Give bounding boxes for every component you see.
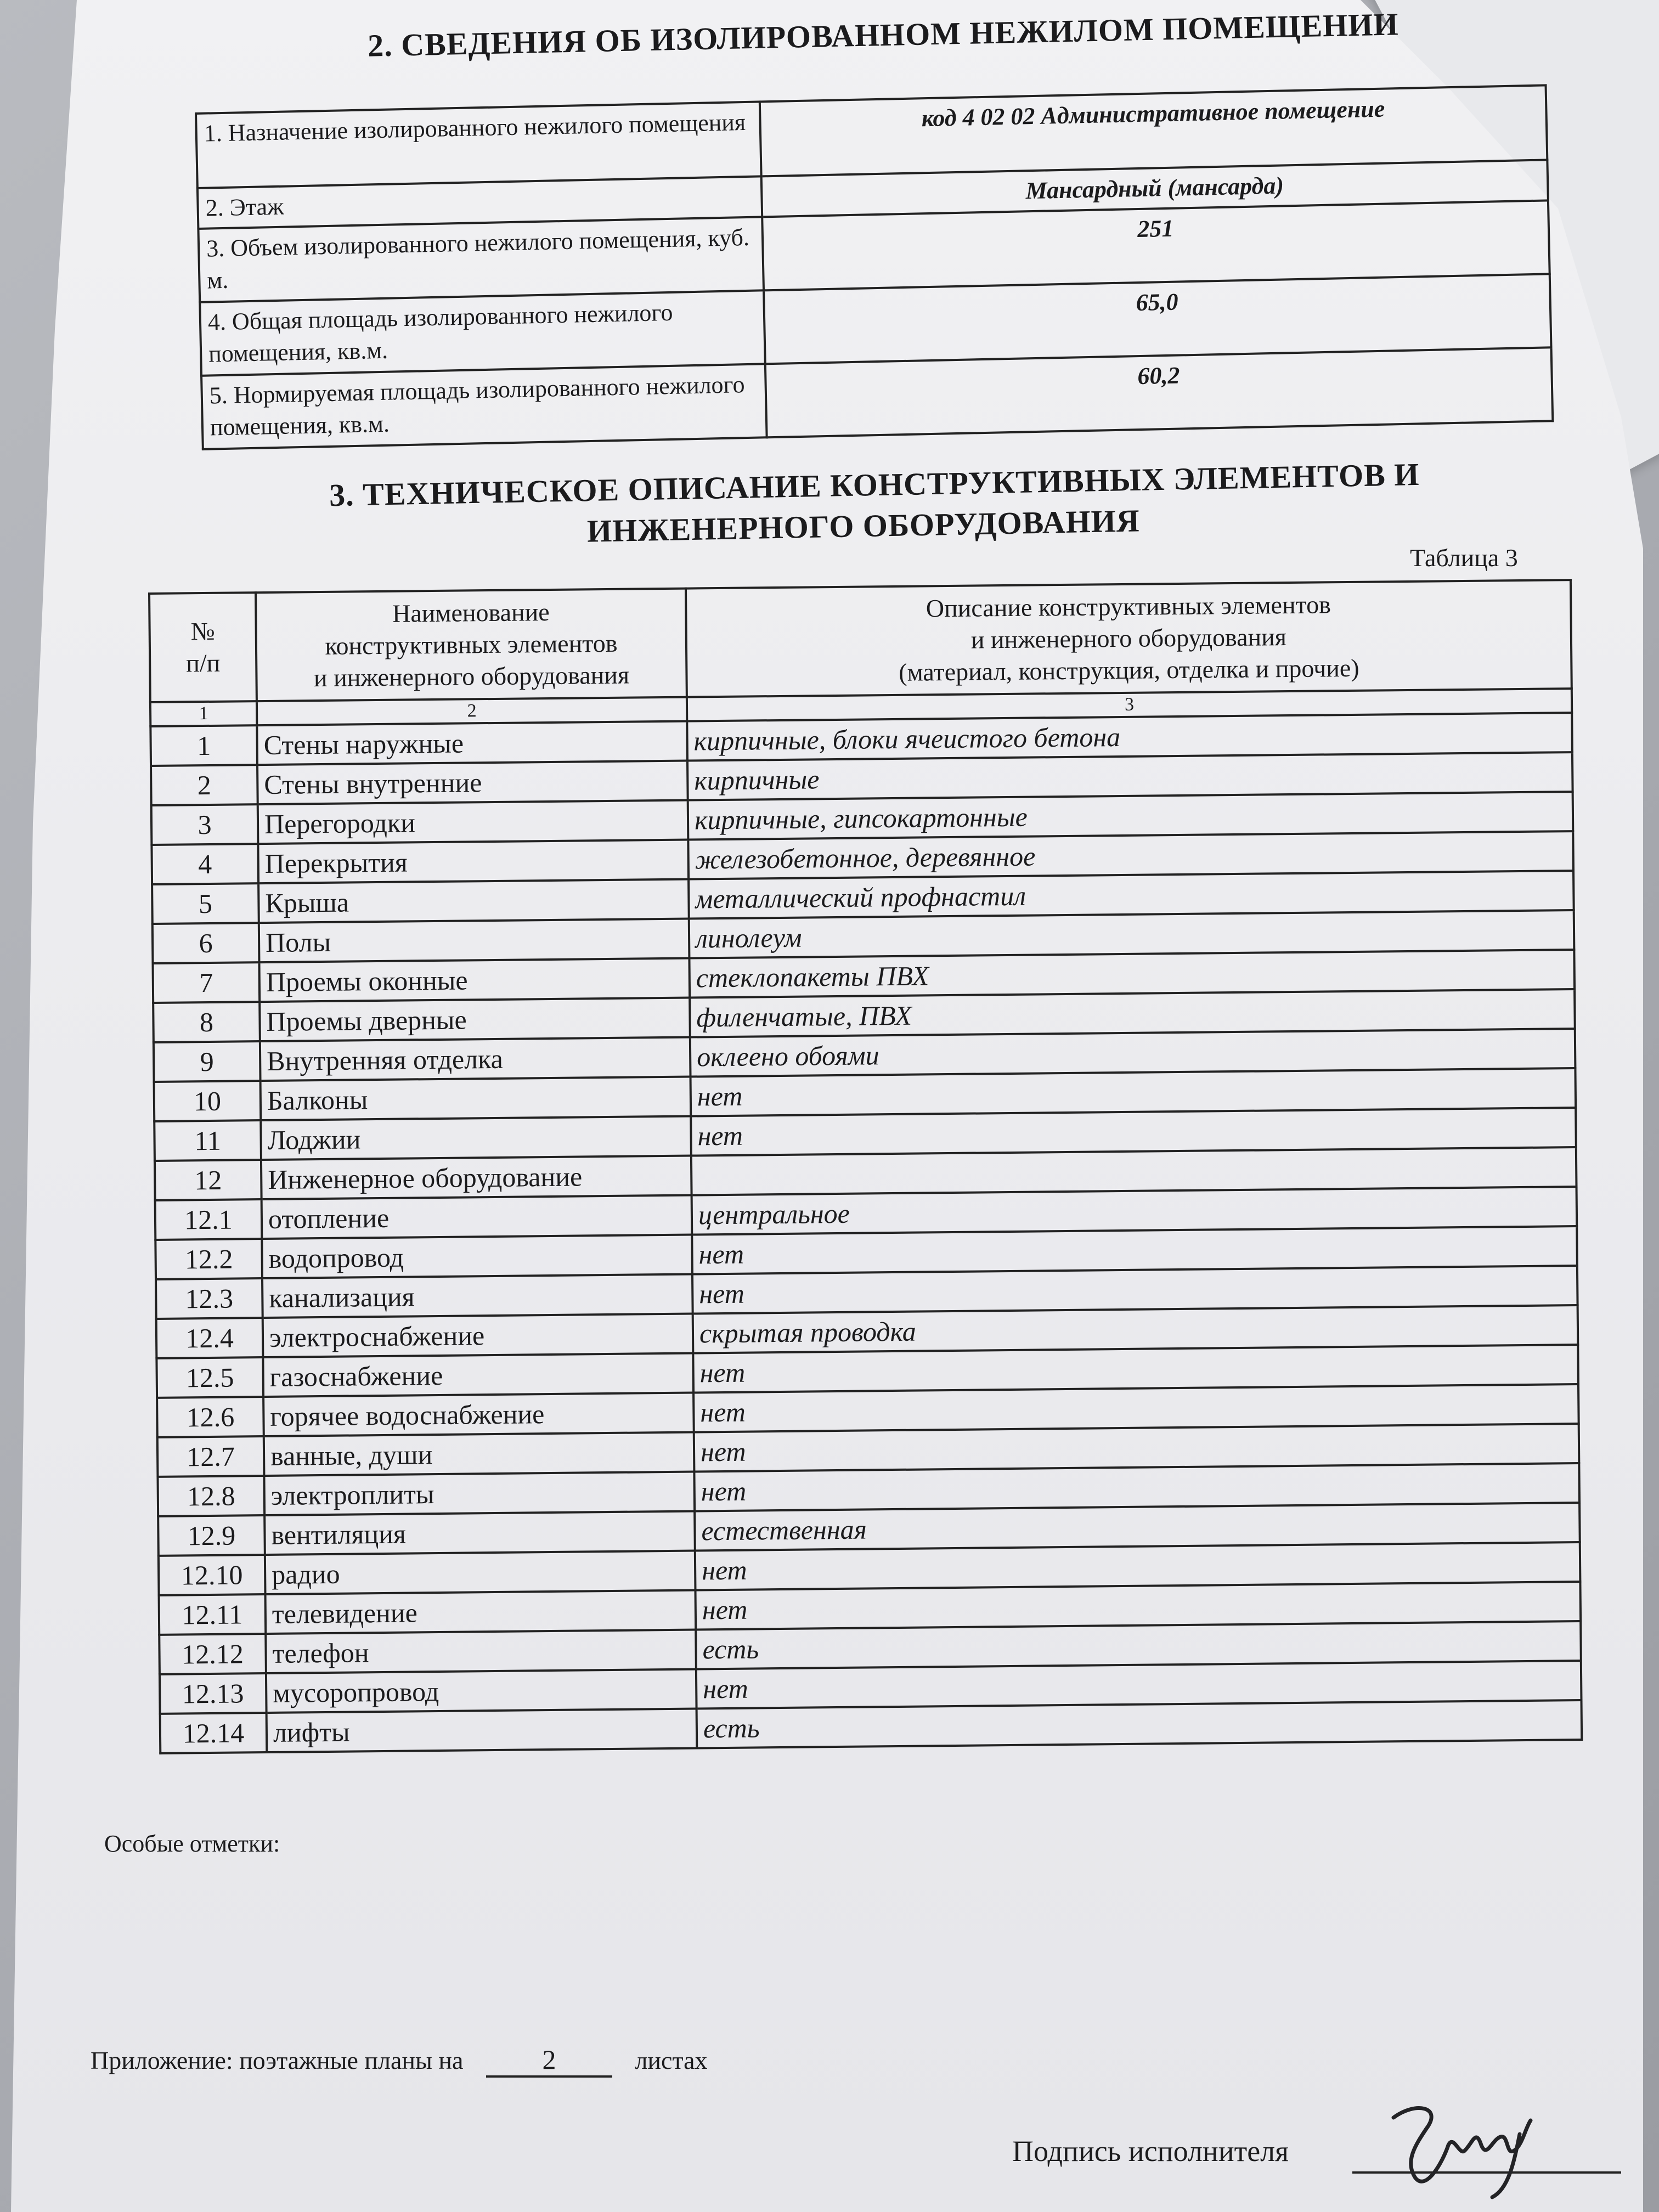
section-2-title: 2. СВЕДЕНИЯ ОБ ИЗОЛИРОВАННОМ НЕЖИЛОМ ПОМЕЩЕНИИ bbox=[367, 6, 1400, 64]
element-description: центральное bbox=[692, 1187, 1577, 1234]
row-number: 12.10 bbox=[159, 1555, 266, 1595]
element-description: нет bbox=[694, 1463, 1579, 1511]
header-element-name bbox=[256, 589, 687, 702]
header-number-line-2: п/п bbox=[185, 648, 221, 678]
premises-info-value: 251 bbox=[762, 200, 1549, 290]
row-number: 12.13 bbox=[160, 1673, 267, 1714]
element-name: газоснабжение bbox=[263, 1353, 693, 1397]
premises-info-value: 65,0 bbox=[764, 274, 1551, 364]
element-name: Крыша bbox=[258, 879, 689, 923]
row-number: 12.4 bbox=[156, 1318, 263, 1358]
header-number bbox=[149, 592, 257, 702]
handwritten-signature bbox=[1383, 2096, 1547, 2200]
header-name-line-2: конструктивных элементов bbox=[325, 629, 618, 660]
element-description: естественная bbox=[695, 1503, 1580, 1550]
header-description bbox=[686, 580, 1572, 697]
element-name: Внутренняя отделка bbox=[260, 1037, 691, 1081]
element-description: нет bbox=[693, 1345, 1578, 1392]
element-description: нет bbox=[693, 1384, 1579, 1432]
element-name: Перегородки bbox=[258, 800, 689, 844]
header-name-line-3: и инженерного оборудования bbox=[313, 661, 630, 692]
element-description: нет bbox=[696, 1661, 1582, 1708]
row-number: 12.7 bbox=[157, 1436, 264, 1477]
row-number: 12.2 bbox=[155, 1239, 262, 1279]
row-number: 11 bbox=[154, 1120, 261, 1161]
element-description: нет bbox=[695, 1542, 1581, 1590]
table-caption: Таблица 3 bbox=[1410, 544, 1518, 572]
element-name: радио bbox=[265, 1551, 696, 1595]
column-number-1: 1 bbox=[150, 701, 257, 726]
element-description: кирпичные bbox=[687, 752, 1573, 800]
element-description: кирпичные, блоки ячеистого бетона bbox=[687, 713, 1572, 760]
element-name: вентиляция bbox=[264, 1511, 695, 1555]
appendix-line bbox=[91, 2044, 708, 2078]
element-name: водопровод bbox=[262, 1235, 692, 1279]
row-number: 12.9 bbox=[158, 1515, 265, 1556]
special-notes-label: Особые отметки: bbox=[104, 1830, 280, 1857]
appendix-suffix: листах bbox=[635, 2046, 708, 2074]
section-3-title-line-1: 3. ТЕХНИЧЕСКОЕ ОПИСАНИЕ КОНСТРУКТИВНЫХ ЭЛЕМЕНТОВ И bbox=[329, 456, 1420, 514]
element-description: линолеум bbox=[689, 910, 1575, 958]
signature-label: Подпись исполнителя bbox=[1012, 2135, 1289, 2168]
header-desc-line-1: Описание конструктивных элементов bbox=[926, 590, 1331, 623]
premises-info-value: Мансардный (мансарда) bbox=[761, 160, 1548, 217]
element-name: электроплиты bbox=[264, 1472, 695, 1516]
element-name: телевидение bbox=[266, 1590, 696, 1634]
element-description: есть bbox=[696, 1621, 1581, 1669]
element-name: Стены наружные bbox=[257, 721, 687, 765]
row-number: 12.3 bbox=[156, 1278, 263, 1319]
element-name: телефон bbox=[266, 1630, 696, 1674]
row-number: 3 bbox=[151, 804, 258, 845]
appendix-prefix: Приложение: поэтажные планы на bbox=[91, 2046, 464, 2074]
row-number: 5 bbox=[152, 883, 259, 924]
premises-info-table bbox=[195, 84, 1554, 450]
element-name: электроснабжение bbox=[263, 1314, 693, 1358]
header-number-line-1: № bbox=[190, 617, 215, 646]
row-number: 12.11 bbox=[159, 1594, 266, 1635]
header-desc-line-3: (материал, конструкция, отделка и прочие) bbox=[899, 653, 1359, 686]
element-name: мусоропровод bbox=[266, 1669, 697, 1713]
header-desc-line-2: и инженерного оборудования bbox=[970, 623, 1287, 654]
table-header-row bbox=[149, 580, 1572, 702]
element-description: оклеено обоями bbox=[690, 1029, 1576, 1076]
element-description: филенчатые, ПВХ bbox=[690, 989, 1575, 1037]
element-description: нет bbox=[691, 1108, 1576, 1155]
element-name: Перекрытия bbox=[258, 840, 689, 884]
row-number: 12.5 bbox=[156, 1357, 263, 1398]
element-name: Балконы bbox=[261, 1077, 691, 1121]
premises-info-label: 5. Нормируемая площадь изолированного нежилого помещения, кв.м. bbox=[201, 364, 767, 449]
element-name: Стены внутренние bbox=[257, 761, 688, 805]
element-description: металлический профнастил bbox=[689, 871, 1574, 918]
element-description: стеклопакеты ПВХ bbox=[689, 950, 1575, 997]
element-name: отопление bbox=[262, 1195, 692, 1239]
element-description: нет bbox=[692, 1226, 1577, 1274]
premises-info-label: 2. Этаж bbox=[198, 176, 762, 229]
element-description: нет bbox=[691, 1068, 1576, 1116]
element-description: нет bbox=[692, 1266, 1578, 1313]
appendix-sheet-count: 2 bbox=[486, 2044, 612, 2078]
row-number: 6 bbox=[153, 923, 259, 963]
element-description: железобетонное, деревянное bbox=[688, 831, 1573, 879]
column-number-2: 2 bbox=[257, 697, 687, 726]
row-number: 12.1 bbox=[155, 1199, 262, 1240]
element-description: скрытая проводка bbox=[693, 1305, 1578, 1353]
header-name-line-1: Наименование bbox=[392, 597, 550, 628]
premises-info-value: 60,2 bbox=[765, 347, 1553, 437]
technical-description-table bbox=[148, 579, 1583, 1754]
row-number: 12.8 bbox=[157, 1476, 264, 1516]
element-name: канализация bbox=[262, 1274, 693, 1318]
section-3-title-line-2: ИНЖЕНЕРНОГО ОБОРУДОВАНИЯ bbox=[586, 503, 1141, 549]
row-number: 8 bbox=[153, 1002, 260, 1042]
row-number: 1 bbox=[150, 725, 257, 766]
element-description: нет bbox=[696, 1582, 1581, 1629]
row-number: 12.6 bbox=[157, 1397, 264, 1437]
element-description: есть bbox=[697, 1700, 1582, 1748]
row-number: 4 bbox=[151, 844, 258, 884]
element-name: Полы bbox=[259, 919, 690, 963]
column-number-3: 3 bbox=[687, 689, 1572, 721]
row-number: 7 bbox=[153, 962, 259, 1003]
element-name: Проемы оконные bbox=[259, 958, 690, 1002]
row-number: 12.12 bbox=[159, 1634, 266, 1674]
row-number: 12 bbox=[155, 1160, 262, 1200]
row-number: 10 bbox=[154, 1081, 261, 1121]
element-name: лифты bbox=[267, 1708, 697, 1752]
premises-info-label: 1. Назначение изолированного нежилого помещения bbox=[196, 101, 761, 188]
element-description: нет bbox=[694, 1424, 1579, 1471]
premises-info-value: код 4 02 02 Административное помещение bbox=[760, 85, 1548, 176]
row-number: 12.14 bbox=[160, 1713, 267, 1753]
premises-info-label: 3. Объем изолированного нежилого помещения, куб. м. bbox=[198, 217, 764, 302]
row-number: 2 bbox=[151, 765, 258, 805]
element-description: кирпичные, гипсокартонные bbox=[688, 792, 1573, 839]
element-name: Лоджии bbox=[261, 1116, 691, 1160]
row-number: 9 bbox=[154, 1041, 261, 1082]
element-name: Инженерное оборудование bbox=[261, 1156, 692, 1200]
element-name: ванные, души bbox=[264, 1432, 695, 1476]
element-name: горячее водоснабжение bbox=[263, 1393, 694, 1437]
element-name: Проемы дверные bbox=[259, 998, 690, 1042]
premises-info-label: 4. Общая площадь изолированного нежилого помещения, кв.м. bbox=[200, 290, 765, 375]
